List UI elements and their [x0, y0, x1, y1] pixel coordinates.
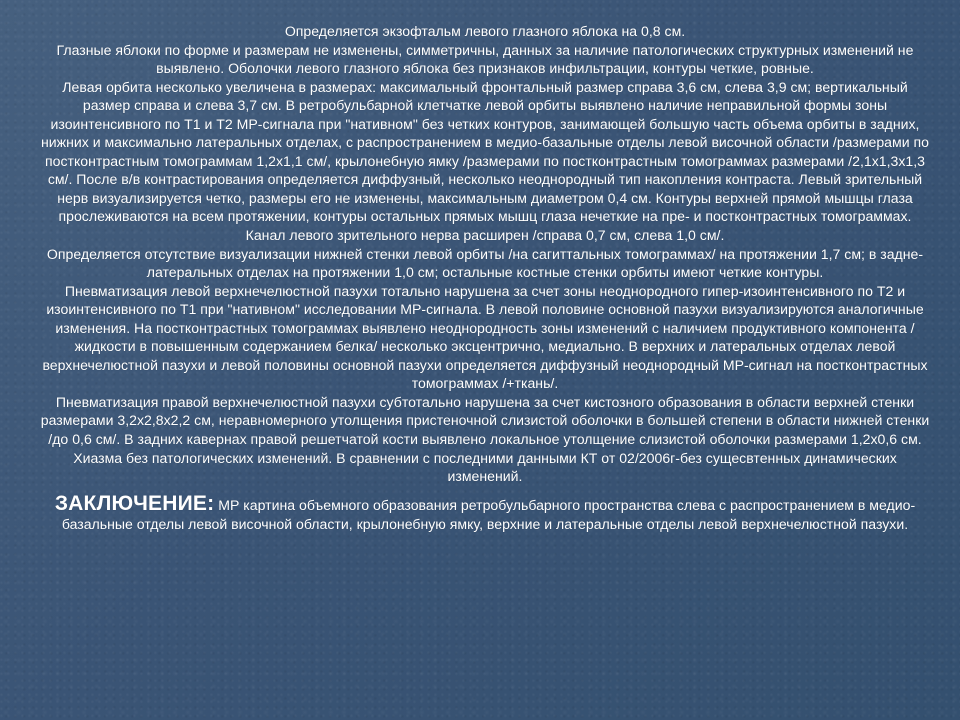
conclusion-label: ЗАКЛЮЧЕНИЕ:	[54, 491, 215, 515]
slide-text-block	[40, 22, 930, 535]
paragraph-eyeballs: Глазные яблоки по форме и размерам не изменены, симметричны, данных за наличие патологических структурных изменений не выявлено. Оболочки левого глазного яблока без признаков инфильтрации, контуры четкие, ровные.	[56, 41, 914, 77]
paragraph-right-sinus: Пневматизация правой верхнечелюстной пазухи субтотально нарушена за счет кистозного образования в области верхней стенки размерами 3,2х2,8х2,2 см, неравномерного утолщения пристеночной слизистой оболочки в большей степени в области нижней стенки /до 0,6 см/. В задних кавернах правой решетчатой кости выявлено локальное утолщение слизистой оболочки размерами 1,2х0,6 см.	[40, 393, 930, 448]
conclusion	[40, 491, 930, 535]
paragraph-exophthalmos: Определяется экзофтальм левого глазного яблока на 0,8 см.	[284, 23, 686, 39]
paragraph-chiasm: Хиазма без патологических изменений. В сравнении с последними данными КТ от 02/2006г-без сущесвтенных динамических изменений.	[73, 449, 897, 485]
paragraph-orbit-wall: Определяется отсутствие визуализации нижней стенки левой орбиты /на сагиттальных томограммах/ на протяжении 1,7 см; в задне-латеральных отделах на протяжении 1,0 см; остальные костные стенки орбиты имеют четкие контуры.	[46, 245, 924, 281]
conclusion-text: МР картина объемного образования ретробульбарного пространства слева с распространением в медио-базальные отделы левой височной области, крылонебную ямку, верхние и латеральные отделы левой верхнечелюстной пазухи.	[61, 496, 916, 533]
paragraph-left-sinus: Пневматизация левой верхнечелюстной пазухи тотально нарушена за счет зоны неоднородного гипер-изоинтенсивного по Т2 и изоинтенсивного по Т1 при "нативном" исследовании МР-сигнала. В левой половине основной пазухи визуализируются аналогичные изменения. На постконтрастных томограммах выявлено неоднородность зоны изменений с наличием продуктивного компонента /жидкости в повышенным содержанием белка/ несколько эксцентрично, медиально. В верхних и латеральных отделах левой верхнечелюстной пазухи и левой половины основной пазухи определяется диффузный неоднородный МР-сигнал на постконтрастных томограммах /+ткань/.	[42, 282, 928, 392]
paragraph-left-orbit: Левая орбита несколько увеличена в размерах: максимальный фронтальный размер справа 3,6 см, слева 3,9 см; вертикальный размер справа и слева 3,7 см. В ретробульбарной клетчатке левой орбиты выявлено наличие неправильной формы зоны изоинтенсивного по Т1 и Т2 МР-сигнала при "нативном" без четких контуров, занимающей большую часть объема орбиты в задних, нижних и максимально латеральных отделах, с распространением в медио-базальные отделы левой височной области /размерами по постконтрастным томограммам 1,2х1,1 см/, крылонебную ямку /размерами по постконтрастным томограммах размерами /2,1х1,3х1,3 см/. После в/в контрастирования определяется диффузный, несколько неоднородный тип накопления контраста. Левый зрительный нерв визуализируется четко, размеры его не изменены, максимальным диаметром 0,4 см. Контуры верхней прямой мышцы глаза прослеживаются на всем протяжении, контуры остальных прямых мышц глаза нечеткие на пре- и постконтрастных томограммах. Канал левого зрительного нерва расширен /справа 0,7 см, слева 1,0 см/.	[41, 78, 929, 244]
